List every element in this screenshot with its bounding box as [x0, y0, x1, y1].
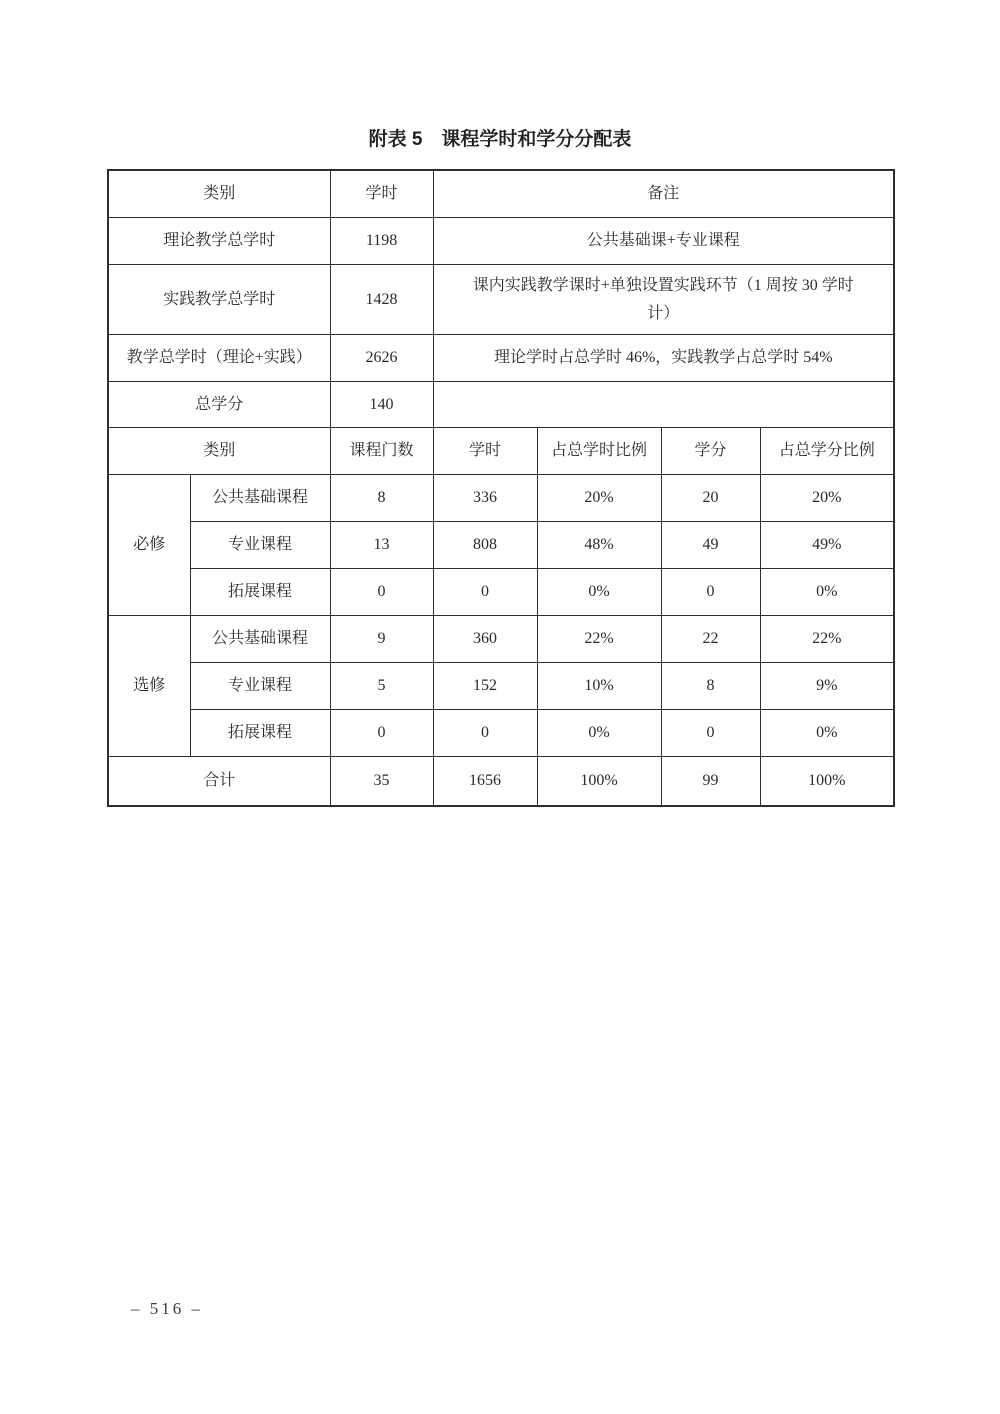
cell-credits: 0 — [661, 569, 760, 616]
cell-credits-ratio: 20% — [760, 475, 894, 522]
cell-course-type: 专业课程 — [190, 663, 330, 710]
cell-category: 总学分 — [108, 382, 330, 428]
detail-header-category: 类别 — [108, 428, 330, 475]
cell-remark — [433, 265, 894, 335]
cell-remark: 公共基础课+专业课程 — [433, 218, 894, 265]
cell-count: 0 — [330, 569, 433, 616]
summary-header-hours: 学时 — [330, 170, 433, 218]
cell-count: 9 — [330, 616, 433, 663]
total-credits-ratio: 100% — [760, 757, 894, 807]
elective-row-public — [108, 616, 894, 663]
cell-hours-ratio: 20% — [537, 475, 661, 522]
cell-hours-ratio: 0% — [537, 569, 661, 616]
cell-count: 5 — [330, 663, 433, 710]
cell-hours-ratio: 22% — [537, 616, 661, 663]
cell-hours: 152 — [433, 663, 537, 710]
cell-category: 理论教学总学时 — [108, 218, 330, 265]
cell-credits-ratio: 22% — [760, 616, 894, 663]
remark-text: 课内实践教学课时+单独设置实践环节（1 周按 30 学时计） — [472, 277, 854, 322]
total-label: 合计 — [108, 757, 330, 807]
detail-header-course-count: 课程门数 — [330, 428, 433, 475]
summary-header-category: 类别 — [108, 170, 330, 218]
total-count: 35 — [330, 757, 433, 807]
cell-hours: 140 — [330, 382, 433, 428]
elective-row-extension — [108, 710, 894, 757]
cell-credits-ratio: 0% — [760, 710, 894, 757]
cell-hours: 0 — [433, 569, 537, 616]
cell-count: 0 — [330, 710, 433, 757]
required-row-public — [108, 475, 894, 522]
cell-remark: 理论学时占总学时 46%，实践教学占总学时 54% — [433, 335, 894, 382]
cell-credits-ratio: 9% — [760, 663, 894, 710]
detail-header-hours-ratio: 占总学时比例 — [537, 428, 661, 475]
course-allocation-table — [107, 169, 895, 807]
cell-course-type: 公共基础课程 — [190, 475, 330, 522]
required-row-extension — [108, 569, 894, 616]
summary-header-row — [108, 170, 894, 218]
cell-credits: 0 — [661, 710, 760, 757]
cell-remark — [433, 382, 894, 428]
page-number: – 516 – — [131, 1299, 203, 1318]
detail-header-hours: 学时 — [433, 428, 537, 475]
detail-header-credits-ratio: 占总学分比例 — [760, 428, 894, 475]
cell-course-type: 拓展课程 — [190, 569, 330, 616]
cell-hours: 1428 — [330, 265, 433, 335]
cell-category: 教学总学时（理论+实践） — [108, 335, 330, 382]
summary-row-practice — [108, 265, 894, 335]
cell-credits-ratio: 49% — [760, 522, 894, 569]
cell-hours: 360 — [433, 616, 537, 663]
page-title: 附表 5 课程学时和学分分配表 — [368, 129, 632, 150]
cell-course-type: 拓展课程 — [190, 710, 330, 757]
cell-count: 13 — [330, 522, 433, 569]
summary-row-total-hours — [108, 335, 894, 382]
cell-credits: 8 — [661, 663, 760, 710]
group-label-required: 必修 — [108, 475, 190, 616]
detail-header-credits: 学分 — [661, 428, 760, 475]
cell-hours: 1198 — [330, 218, 433, 265]
group-label-elective: 选修 — [108, 616, 190, 757]
total-credits: 99 — [661, 757, 760, 807]
cell-hours-ratio: 0% — [537, 710, 661, 757]
cell-hours: 2626 — [330, 335, 433, 382]
total-hours: 1656 — [433, 757, 537, 807]
cell-credits: 20 — [661, 475, 760, 522]
document-body — [107, 124, 893, 807]
cell-credits-ratio: 0% — [760, 569, 894, 616]
cell-hours-ratio: 10% — [537, 663, 661, 710]
cell-hours: 336 — [433, 475, 537, 522]
cell-hours: 808 — [433, 522, 537, 569]
summary-row-total-credits — [108, 382, 894, 428]
cell-category: 实践教学总学时 — [108, 265, 330, 335]
cell-credits: 22 — [661, 616, 760, 663]
total-row — [108, 757, 894, 807]
cell-credits: 49 — [661, 522, 760, 569]
cell-course-type: 专业课程 — [190, 522, 330, 569]
total-hours-ratio: 100% — [537, 757, 661, 807]
summary-header-remark: 备注 — [433, 170, 894, 218]
elective-row-major — [108, 663, 894, 710]
cell-hours: 0 — [433, 710, 537, 757]
summary-row-theory — [108, 218, 894, 265]
cell-course-type: 公共基础课程 — [190, 616, 330, 663]
required-row-major — [108, 522, 894, 569]
cell-count: 8 — [330, 475, 433, 522]
cell-hours-ratio: 48% — [537, 522, 661, 569]
detail-header-row — [108, 428, 894, 475]
